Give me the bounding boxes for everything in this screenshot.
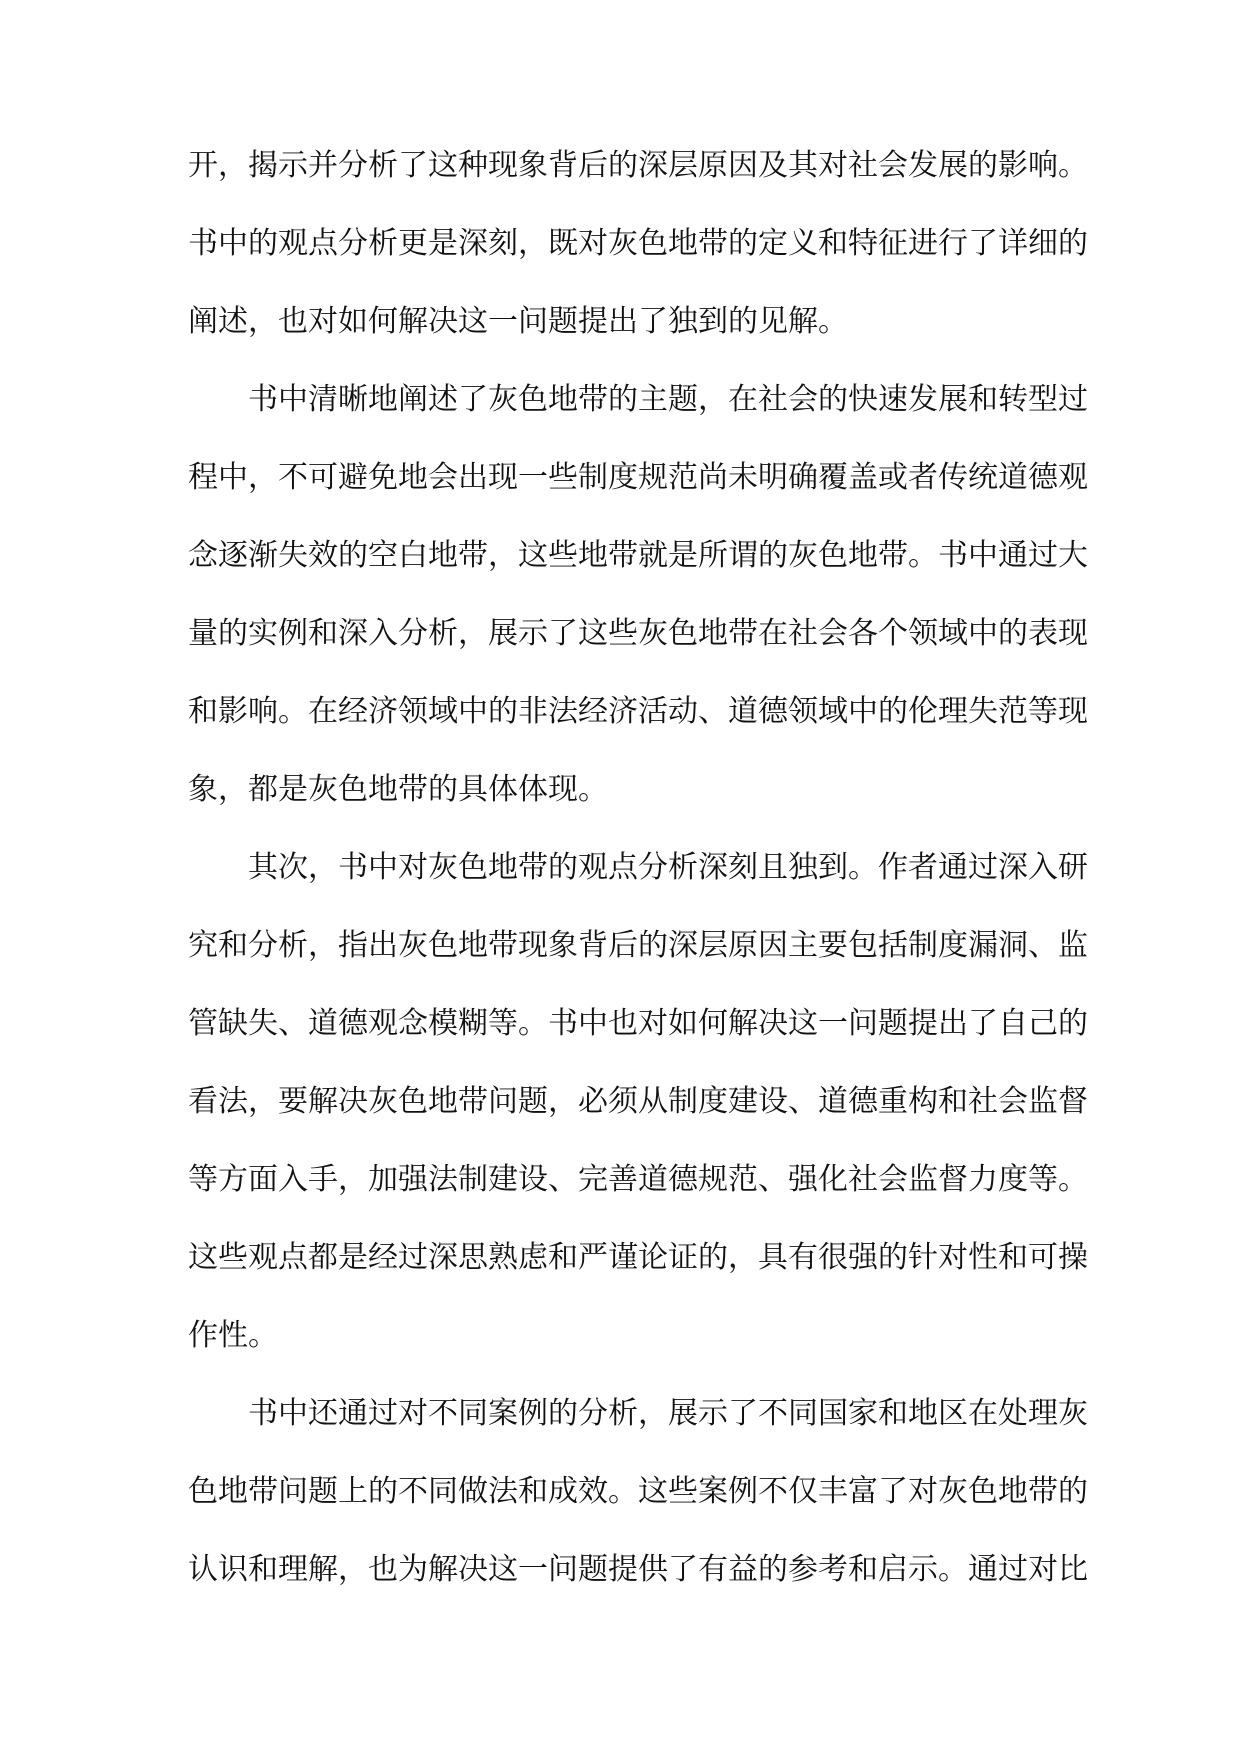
text-line: 象，都是灰色地带的具体体现。 bbox=[188, 772, 608, 807]
text-line: 作性。 bbox=[188, 1318, 278, 1353]
text-line: 阐述，也对如何解决这一问题提出了独到的见解。 bbox=[188, 304, 848, 339]
text-line: 究和分析，指出灰色地带现象背后的深层原因主要包括制度漏洞、监 bbox=[188, 928, 1088, 963]
paragraph-first-line: 书中清晰地阐述了灰色地带的主题，在社会的快速发展和转型过 bbox=[248, 382, 1088, 417]
text-line: 认识和理解，也为解决这一问题提供了有益的参考和启示。通过对比 bbox=[188, 1552, 1088, 1587]
text-line: 色地带问题上的不同做法和成效。这些案例不仅丰富了对灰色地带的 bbox=[188, 1474, 1088, 1509]
text-line: 开，揭示并分析了这种现象背后的深层原因及其对社会发展的影响。 bbox=[188, 148, 1088, 183]
paragraph-first-line: 其次，书中对灰色地带的观点分析深刻且独到。作者通过深入研 bbox=[248, 850, 1088, 885]
body-text bbox=[188, 134, 1088, 1616]
paragraph-first-line: 书中还通过对不同案例的分析，展示了不同国家和地区在处理灰 bbox=[248, 1396, 1088, 1431]
text-line: 念逐渐失效的空白地带，这些地带就是所谓的灰色地带。书中通过大 bbox=[188, 538, 1088, 573]
text-line: 量的实例和深入分析，展示了这些灰色地带在社会各个领域中的表现 bbox=[188, 616, 1088, 651]
text-line: 书中的观点分析更是深刻，既对灰色地带的定义和特征进行了详细的 bbox=[188, 226, 1088, 261]
text-line: 程中，不可避免地会出现一些制度规范尚未明确覆盖或者传统道德观 bbox=[188, 460, 1088, 495]
text-line: 和影响。在经济领域中的非法经济活动、道德领域中的伦理失范等现 bbox=[188, 694, 1088, 729]
text-line: 这些观点都是经过深思熟虑和严谨论证的，具有很强的针对性和可操 bbox=[188, 1240, 1088, 1275]
text-line: 等方面入手，加强法制建设、完善道德规范、强化社会监督力度等。 bbox=[188, 1162, 1088, 1197]
text-line: 管缺失、道德观念模糊等。书中也对如何解决这一问题提出了自己的 bbox=[188, 1006, 1088, 1041]
text-line: 看法，要解决灰色地带问题，必须从制度建设、道德重构和社会监督 bbox=[188, 1084, 1088, 1119]
